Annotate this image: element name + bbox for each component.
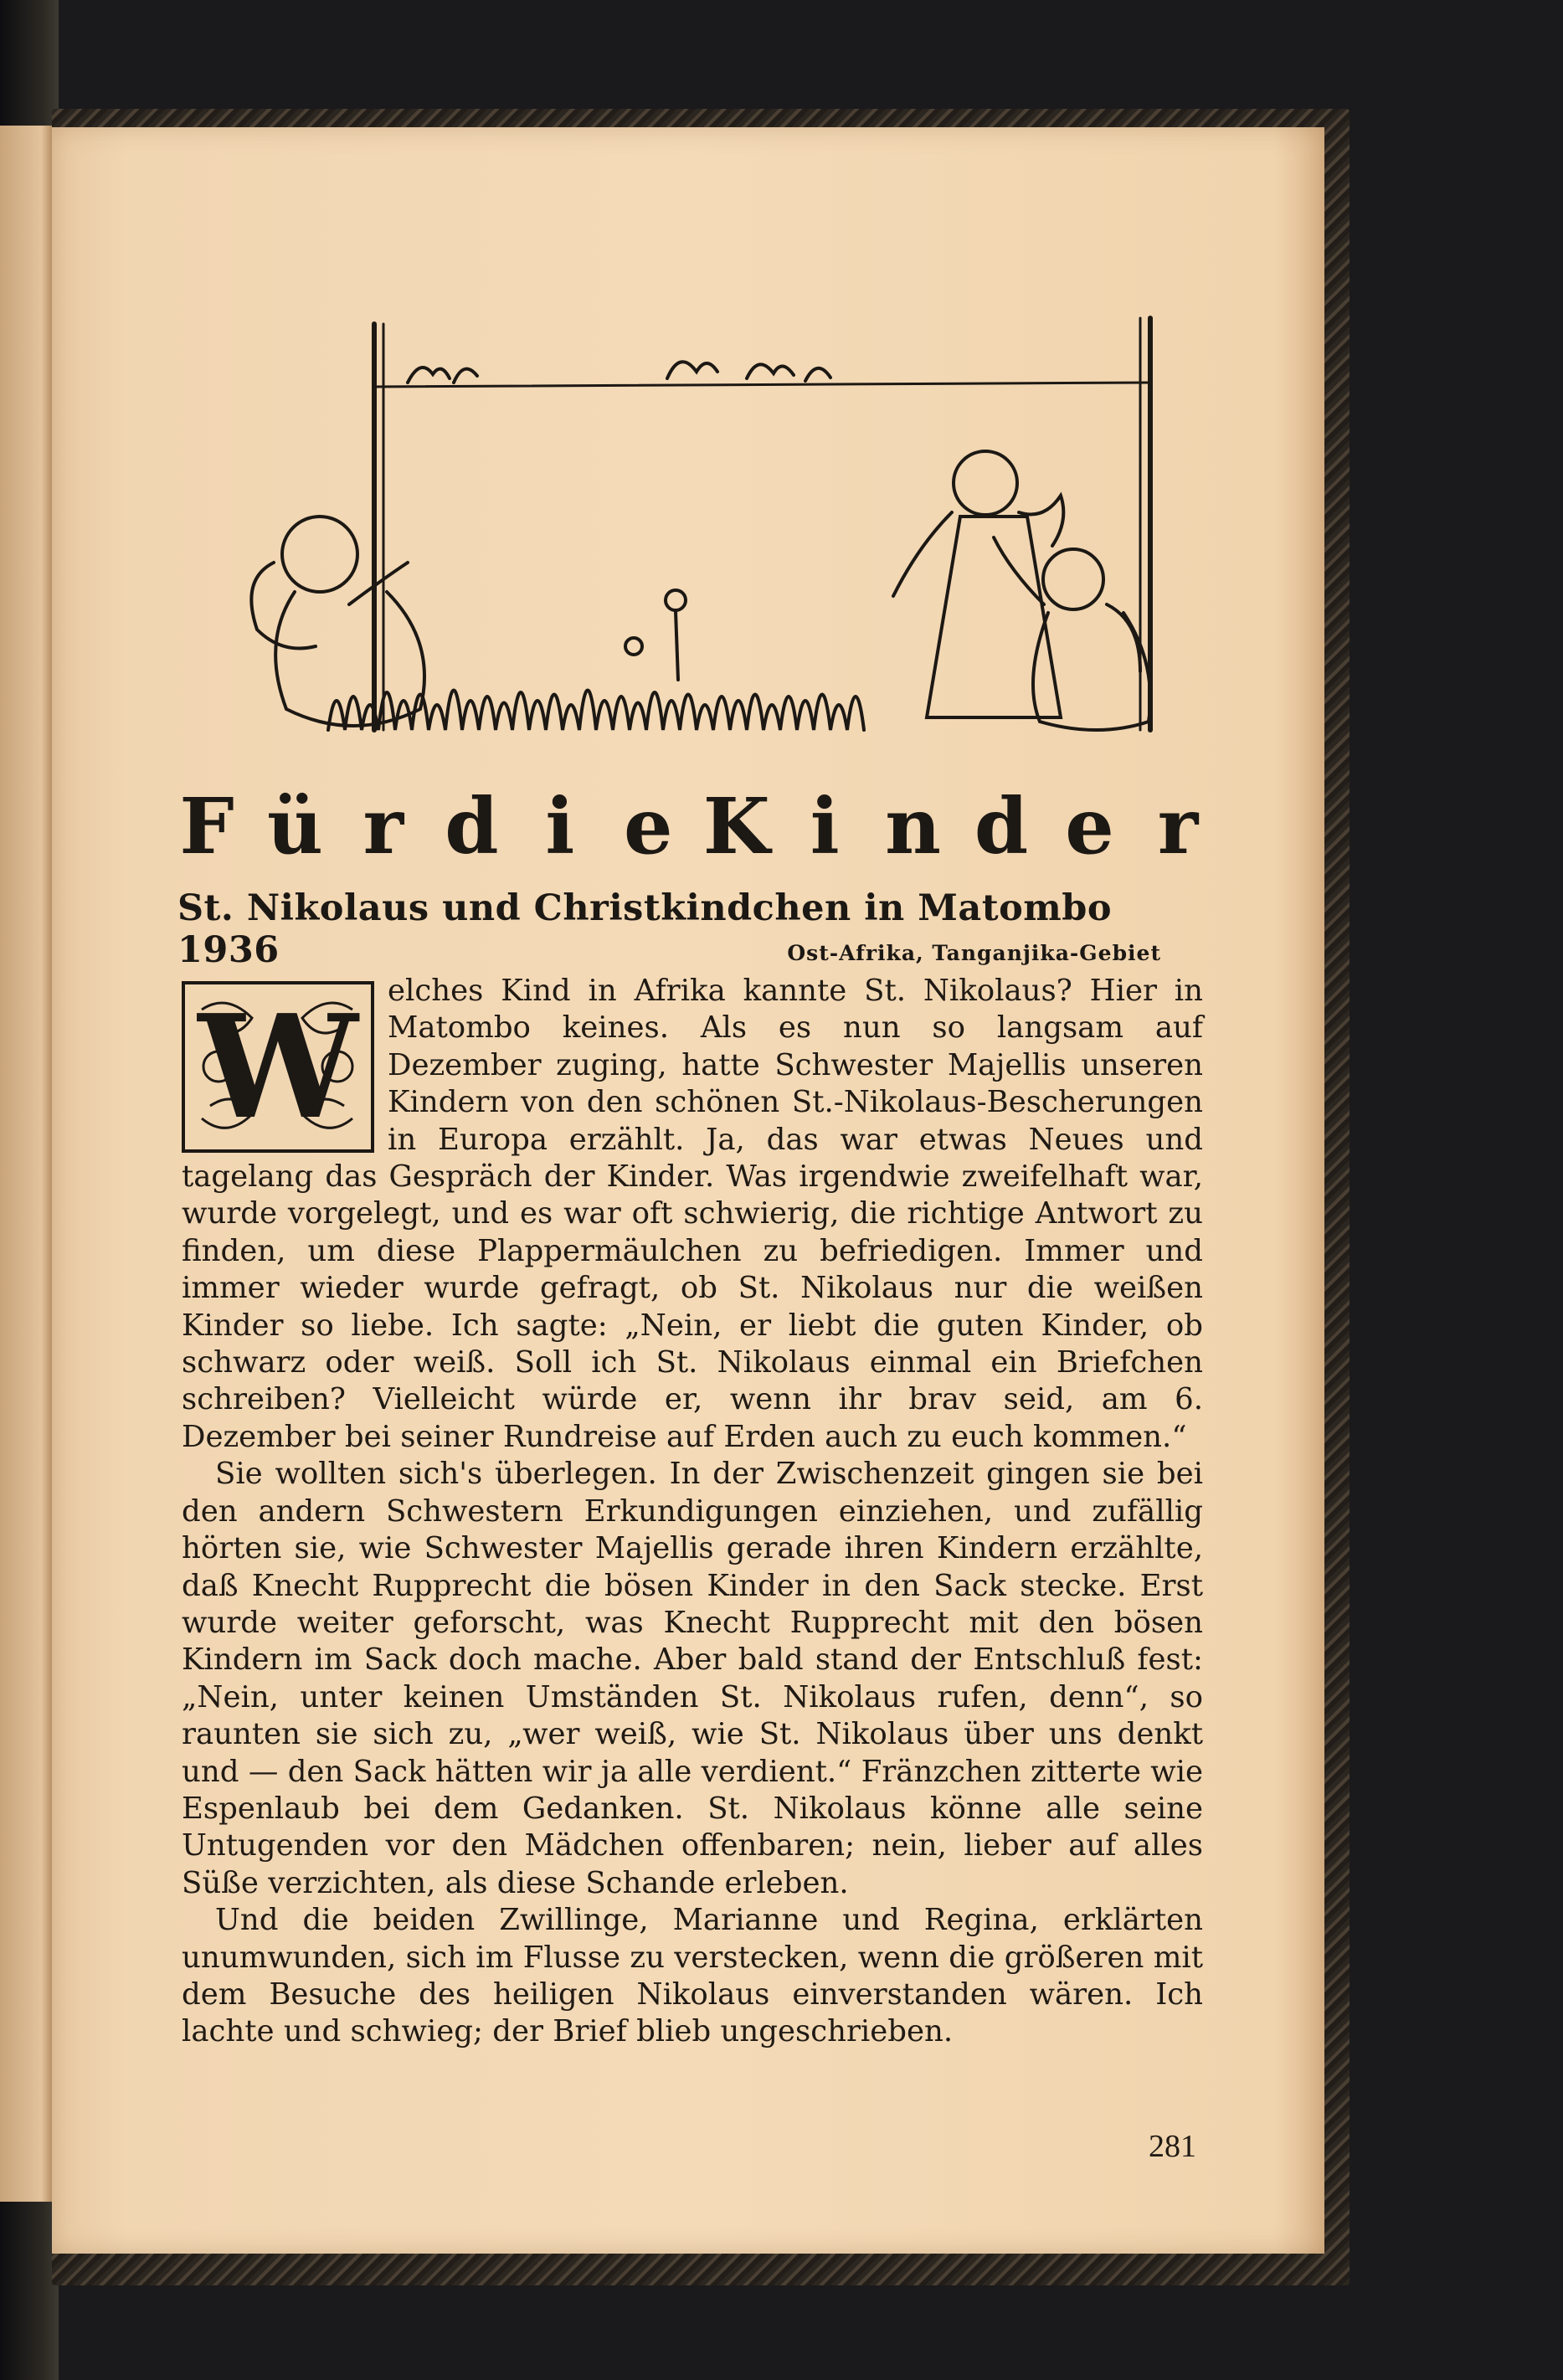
heading-letter: i (810, 781, 840, 871)
article-subtitle: St. Nikolaus und Christkindchen in Matombo 1936 (177, 887, 1113, 971)
heading-letter: d (974, 781, 1029, 871)
heading-letter: r (362, 781, 404, 871)
article-body (182, 973, 1203, 2051)
drop-cap-letter: W (198, 983, 358, 1151)
heading-letter: e (623, 781, 673, 871)
heading-letter: i (545, 781, 575, 871)
paragraph: elches Kind in Afrika kannte St. Nikolaus? Hier in Matombo keines. Als es nun so langsam auf Dezember zuging, hatte Schwester Majellis unseren Kindern von den schönen St.-Nikolaus-Bescherungen in Europa erzählt. Ja, das war etwas Neues und tagelang das Gespräch der Kinder. Was irgendwie zweifelhaft war, wurde vorgelegt, und es war oft schwierig, die richtige Antwort zu finden, um diese Plappermäulchen zu befriedigen. Immer und immer wieder wurde gefragt, ob St. Nikolaus nur die weißen Kinder so liebe. Ich sagte: „Nein, er liebt die guten Kinder, ob schwarz oder weiß. Soll ich St. Nikolaus einmal ein Briefchen schreiben? Vielleicht würde er, wenn ihr brav seid, am 6. Dezember bei seiner Rundreise auf Erden auch zu euch kommen.“ (182, 974, 1203, 1454)
heading-letter: n (885, 781, 942, 871)
heading-letter: r (1157, 781, 1199, 871)
heading-letter: d (445, 781, 499, 871)
header-illustration (203, 211, 1207, 763)
article-location: Ost-Afrika, Tanganjika-Gebiet (787, 941, 1161, 965)
paragraph: Und die beiden Zwillinge, Marianne und Regina, erklärten unumwunden, sich im Flusse zu verstecken, wenn die größeren mit dem Besuche des heiligen Nikolaus einverstanden wären. Ich lachte und schwieg; der Brief blieb ungeschrieben. (182, 1903, 1203, 2049)
book-page (52, 127, 1324, 2254)
drop-cap (182, 981, 374, 1153)
previous-page-edge (0, 126, 52, 2202)
heading-letter: ü (267, 781, 323, 871)
page-heading (173, 780, 1211, 872)
heading-letter: K (702, 781, 770, 871)
heading-letter: e (1065, 781, 1114, 871)
paragraph: Sie wollten sich's überlegen. In der Zwischenzeit gingen sie bei den andern Schwestern Erkundigungen einziehen, und zufällig hörten sie, wie Schwester Majellis gerade ihren Kindern erzählte, daß Knecht Rupprecht die bösen Kinder in den Sack stecke. Erst wurde weiter geforscht, was Knecht Rupprecht mit den bösen Kindern im Sack doch mache. Aber bald stand der Entschluß fest: „Nein, unter keinen Umständen St. Nikolaus rufen, denn“, so raunten sie sich zu, „wer weiß, wie St. Nikolaus über uns denkt und — den Sack hätten wir ja alle verdient.“ Fränzchen zitterte wie Espenlaub bei dem Gedanken. St. Nikolaus könne alle seine Untugenden vor den Mädchen offenbaren; nein, lieber auf alles Süße verzichten, als diese Schande erleben. (182, 1457, 1203, 1900)
page-number: 281 (1149, 2129, 1196, 2164)
heading-letter: F (179, 781, 234, 871)
